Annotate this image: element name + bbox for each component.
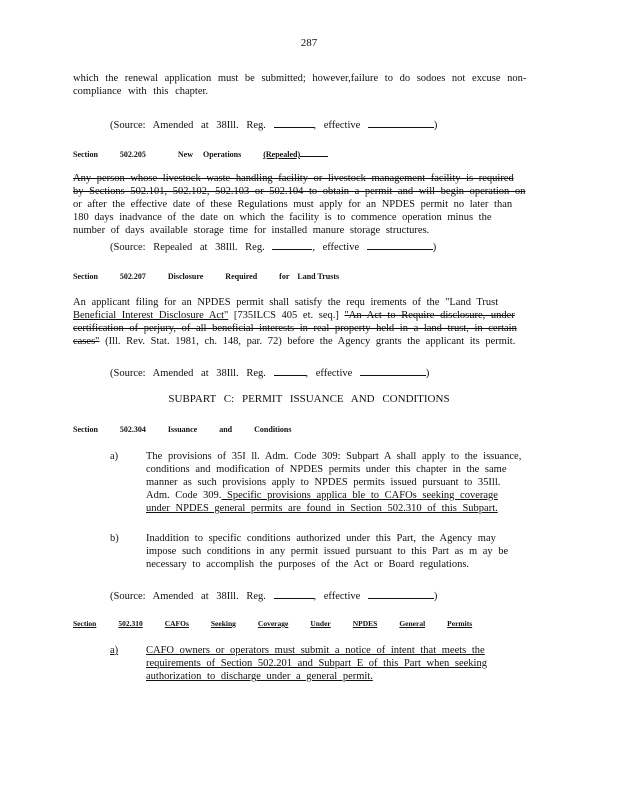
- blank-line: [274, 365, 306, 376]
- source-suffix: ): [433, 591, 438, 602]
- section-number: 502.205: [119, 150, 146, 159]
- blank-line: [274, 117, 314, 128]
- section-title: Coverage: [257, 619, 289, 628]
- section-title: Permits: [447, 619, 473, 628]
- section-heading: [73, 617, 472, 630]
- text-line: [73, 309, 543, 322]
- section-word: Section: [73, 425, 98, 434]
- source-suffix: ): [432, 242, 437, 253]
- blank-line: [367, 239, 433, 250]
- section-title: Required: [225, 272, 258, 281]
- inserted-text: Beneficial Interest Disclosure Act": [73, 310, 229, 321]
- section-title: NPDES: [352, 619, 378, 628]
- text-line: The provisions of 35I ll. Adm. Code 309: Subpart A shall apply to the issuance,: [146, 451, 522, 462]
- blank-line: [368, 117, 434, 128]
- inserted-line: authorization to discharge under a general permit.: [146, 671, 373, 682]
- blank-line: [274, 588, 314, 599]
- section-title: and: [219, 425, 233, 434]
- source-prefix: (Source: Amended at 38Ill. Reg.: [110, 368, 266, 379]
- repealed-marker: (Repealed): [263, 150, 301, 159]
- section-title: Issuance: [167, 425, 198, 434]
- source-prefix: (Source: Amended at 38Ill. Reg.: [110, 120, 266, 131]
- text-line: number of days available storage time for installed manure storage structures.: [73, 225, 430, 236]
- section-title: Conditions: [254, 425, 292, 434]
- plain-text: [735ILCS 405 et. seq.]: [228, 310, 345, 321]
- section-207-body: [73, 296, 543, 348]
- source-mid: , effective: [313, 120, 361, 131]
- page-number: 287: [300, 37, 318, 49]
- section-heading: [73, 147, 350, 161]
- section-word: Section: [73, 272, 98, 281]
- text-line: which the renewal application must be submitted; however,failure to do sodoes not excuse non-: [73, 73, 527, 84]
- text-line: conditions and modification of NPDES permits under this chapter in the same: [146, 464, 507, 475]
- blank-line: [272, 239, 312, 250]
- source-mid: , effective: [312, 242, 360, 253]
- section-title: New: [177, 150, 193, 159]
- text-line: manner as such provisions apply to NPDES permits issued pursuant to 35Ill.: [146, 477, 501, 488]
- section-title: Operations: [203, 150, 242, 159]
- struck-text: cases": [73, 336, 100, 347]
- plain-text: Adm. Code 309.: [146, 490, 222, 501]
- subpart-heading: SUBPART C: PERMIT ISSUANCE AND CONDITIONS: [168, 393, 450, 405]
- text-line: [73, 335, 543, 348]
- struck-line: certification of perjury, of all beneficial interests in real property held in a land trust, in certain: [73, 323, 517, 334]
- text-line: compliance with this chapter.: [73, 86, 209, 97]
- item-text: [146, 644, 546, 683]
- underline-ext: [300, 147, 328, 157]
- section-heading: [73, 423, 314, 436]
- struck-text: "An Act to Require disclosure, under: [344, 310, 515, 321]
- inserted-line: requirements of Section 502.201 and Subpart E of this Part when seeking: [146, 658, 487, 669]
- source-suffix: ): [425, 368, 430, 379]
- text-line: necessary to accomplish the purposes of the Act or Board regulations.: [146, 559, 470, 570]
- source-mid: , effective: [313, 591, 361, 602]
- inserted-line: CAFO owners or operators must submit a notice of intent that meets the: [146, 645, 485, 656]
- text-line: or after the effective date of these Regulations must apply for an NPDES permit no later than: [73, 199, 513, 210]
- section-word: Section: [73, 150, 98, 159]
- text-line: [146, 489, 546, 502]
- item-label: b): [110, 533, 119, 544]
- section-word: Section: [73, 619, 97, 628]
- source-prefix: (Source: Repealed at 38Ill. Reg.: [110, 242, 265, 253]
- section-title: Seeking: [210, 619, 236, 628]
- text-line: An applicant filing for an NPDES permit shall satisfy the requ irements of the "Land Trust: [73, 297, 499, 308]
- item-label: a): [110, 645, 119, 656]
- plain-text: (Ill. Rev. Stat. 1981, ch. 148, par. 72) before the Agency grants the applicant its permit.: [99, 336, 516, 347]
- section-number: 502.207: [119, 272, 146, 281]
- source-suffix: ): [433, 120, 438, 131]
- blank-line: [360, 365, 426, 376]
- item-label: a): [110, 451, 119, 462]
- section-title: General: [399, 619, 426, 628]
- section-title: Land Trusts: [297, 272, 340, 281]
- section-205-body: [73, 172, 543, 237]
- text-line: 180 days inadvance of the date on which the facility is to commence operation minus the: [73, 212, 492, 223]
- section-number: 502.304: [119, 425, 146, 434]
- section-title: for: [279, 272, 290, 281]
- struck-line: by Sections 502.101, 502.102, 502.103 or 502.104 to obtain a permit and will begin operation on: [73, 186, 526, 197]
- inserted-line: under NPDES general permits are found in Section 502.310 of this Subpart.: [146, 503, 498, 514]
- item-text: [146, 450, 546, 515]
- source-prefix: (Source: Amended at 38Ill. Reg.: [110, 591, 266, 602]
- source-mid: , effective: [305, 368, 353, 379]
- source-note: [110, 117, 437, 132]
- section-heading: [73, 270, 361, 283]
- source-note: [110, 365, 429, 380]
- source-note: [110, 588, 437, 603]
- text-line: impose such conditions in any permit issued pursuant to this Part as m ay be: [146, 546, 509, 557]
- intro-paragraph: [73, 72, 543, 98]
- text-line: Inaddition to specific conditions authorized under this Part, the Agency may: [146, 533, 496, 544]
- section-title: CAFOs: [164, 619, 189, 628]
- section-title: Disclosure: [167, 272, 204, 281]
- struck-line: Any person whose livestock waste handling facility or livestock management facility is required: [73, 173, 514, 184]
- inserted-text: Specific provisions applica ble to CAFOs seeking coverage: [221, 490, 498, 501]
- blank-line: [368, 588, 434, 599]
- item-text: [146, 532, 546, 571]
- section-number: 502.310: [118, 619, 143, 628]
- source-note: [110, 239, 436, 254]
- section-title: Under: [310, 619, 331, 628]
